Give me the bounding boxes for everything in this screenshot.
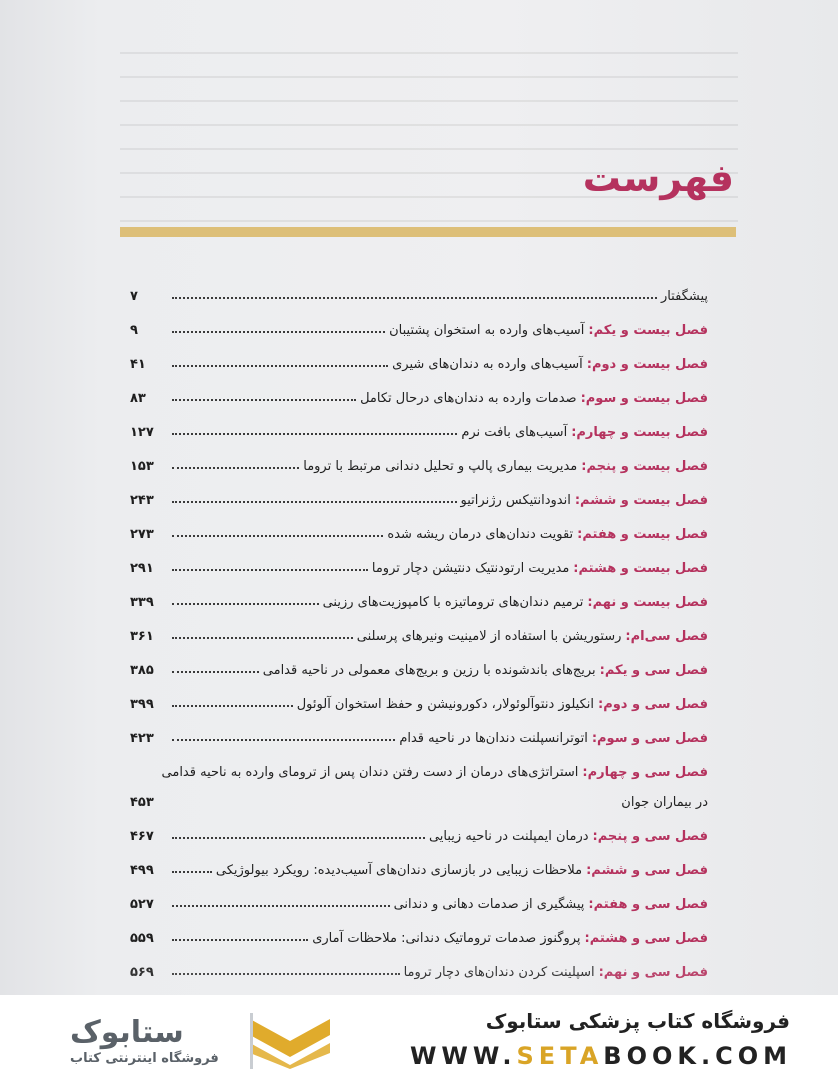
toc-chapter-label: فصل بیست و دوم:: [586, 357, 708, 372]
store-watermark-banner: [0, 995, 838, 1080]
toc-entry-title: ترمیم دندان‌های تروماتیزه با کامپوزیت‌های رزینی: [322, 595, 584, 610]
url-part: WWW.: [409, 1042, 517, 1070]
toc-entry-title-continued: در بیماران جوان: [621, 795, 708, 810]
toc-page-number: ۵۲۷: [130, 897, 154, 912]
toc-entry-title: مدیریت بیماری پالپ و تحلیل دندانی مرتبط با تروما: [303, 459, 578, 474]
toc-chapter-label: فصل سی و یکم:: [599, 663, 708, 678]
toc-chapter-label: فصل بیست و چهارم:: [571, 425, 708, 440]
toc-entry-title: درمان ایمپلنت در ناحیه زیبایی: [428, 829, 589, 844]
toc-entry-title: اسپلینت کردن دندان‌های دچار تروما: [403, 965, 595, 980]
toc-row: [130, 844, 708, 878]
store-logo-wordmark: ستابوک: [70, 1015, 184, 1050]
toc-chapter-label: فصل بیست و نهم:: [587, 595, 708, 610]
toc-page-number: ۲۴۳: [130, 493, 154, 508]
toc-row-continuation: [130, 780, 708, 810]
toc-page-number: ۵۵۹: [130, 931, 154, 946]
toc-entry-title: اتوترانسپلنت دندان‌ها در ناحیه قدام: [399, 731, 588, 746]
toc-chapter-label: فصل سی و نهم:: [598, 965, 708, 980]
dot-leader: [172, 905, 390, 907]
toc-entry-title: آسیب‌های وارده به استخوان پشتیبان: [389, 323, 585, 338]
toc-chapter-label: فصل سی و دوم:: [598, 697, 708, 712]
toc-entry-title: تقویت دندان‌های درمان ریشه شده: [387, 527, 574, 542]
toc-row: [130, 712, 708, 746]
toc-row: [130, 810, 708, 844]
dot-leader: [172, 739, 395, 741]
toc-entry-title: مدیریت ارتودنتیک دنتیشن دچار تروما: [371, 561, 570, 576]
toc-chapter-label: فصل بیست و ششم:: [574, 493, 708, 508]
dot-leader: [172, 637, 353, 639]
dot-leader: [172, 837, 425, 839]
dot-leader: [172, 433, 457, 435]
toc-page-number: ۳۶۱: [130, 629, 154, 644]
toc-page-number: ۳۳۹: [130, 595, 154, 610]
toc-entry-title: ملاحظات زیبایی در بازسازی دندان‌های آسیب‌دیده: رویکرد بیولوژیکی: [215, 863, 583, 878]
toc-page-number: ۸۳: [130, 391, 146, 406]
dot-leader: [172, 705, 293, 707]
dot-leader: [172, 871, 212, 873]
store-logo-tagline: فروشگاه اینترنتی کتاب: [70, 1051, 219, 1066]
toc-page-number: ۳۹۹: [130, 697, 154, 712]
dot-leader: [172, 501, 457, 503]
toc-row: [130, 542, 708, 576]
toc-row: [130, 282, 708, 304]
url-accent-part: SETA: [516, 1042, 604, 1070]
dot-leader: [172, 671, 259, 673]
toc-page-number: ۱۵۳: [130, 459, 154, 474]
page-title: فهرست: [582, 156, 734, 200]
toc-page-number: ۵۶۹: [130, 965, 154, 980]
toc-page-number: ۲۹۱: [130, 561, 154, 576]
toc-chapter-label: فصل سی و هشتم:: [584, 931, 708, 946]
toc-row: [130, 610, 708, 644]
toc-page-number: ۴۲۳: [130, 731, 154, 746]
toc-row: [130, 644, 708, 678]
toc-chapter-label: فصل سی‌ام:: [625, 629, 708, 644]
toc-page-number: ۳۸۵: [130, 663, 154, 678]
toc-chapter-label: فصل سی و سوم:: [591, 731, 708, 746]
toc-row: [130, 440, 708, 474]
toc-page-number: ۱۲۷: [130, 425, 154, 440]
table-of-contents: [130, 282, 708, 980]
dot-leader: [172, 535, 383, 537]
toc-chapter-label: فصل سی و هفتم:: [588, 897, 708, 912]
toc-page-number: ۴۱: [130, 357, 146, 372]
dot-leader: [172, 365, 388, 367]
store-url: [410, 1042, 792, 1070]
toc-chapter-label: فصل بیست و سوم:: [580, 391, 708, 406]
dot-leader: [172, 939, 308, 941]
toc-row: [130, 304, 708, 338]
toc-chapter-label: فصل سی و پنجم:: [592, 829, 708, 844]
toc-page-number: ۴۵۳: [130, 795, 154, 810]
toc-entry-title: انکیلوز دنتوآلوئولار، دکورونیشن و حفظ استخوان آلوئول: [296, 697, 594, 712]
toc-page-number: ۷: [130, 289, 138, 304]
toc-page-number: ۴۶۷: [130, 829, 154, 844]
toc-row: [130, 576, 708, 610]
toc-row: [130, 474, 708, 508]
dot-leader: [172, 331, 385, 333]
store-name: فروشگاه کتاب پزشکی ستابوک: [485, 1009, 790, 1033]
toc-row: [130, 406, 708, 440]
toc-row: [130, 746, 708, 780]
toc-entry-title: اندودانتیکس رژنراتیو: [460, 493, 571, 508]
bleed-through-text: [120, 30, 738, 280]
toc-entry-title: پیشگیری از صدمات دهانی و دندانی: [393, 897, 585, 912]
toc-chapter-label: فصل سی و چهارم:: [582, 765, 708, 780]
dot-leader: [172, 603, 319, 605]
toc-row: [130, 372, 708, 406]
toc-entry-title: صدمات وارده به دندان‌های درحال تکامل: [360, 391, 577, 406]
toc-row: [130, 946, 708, 980]
toc-entry-title: آسیب‌های وارده به دندان‌های شیری: [392, 357, 583, 372]
toc-chapter-label: فصل بیست و هفتم:: [577, 527, 708, 542]
toc-entry-title: استراتژی‌های درمان از دست رفتن دندان پس از ترومای وارده به ناحیه قدامی: [161, 765, 579, 780]
url-part: BOOK.COM: [603, 1042, 792, 1070]
toc-page-number: ۲۷۳: [130, 527, 154, 542]
store-logo-chevron-icon: [250, 1013, 330, 1069]
title-underline-bar: [120, 227, 736, 237]
toc-row: [130, 912, 708, 946]
toc-page-number: ۹: [130, 323, 138, 338]
toc-row: [130, 338, 708, 372]
toc-entry-title: پروگنوز صدمات تروماتیک دندانی: ملاحظات آماری: [312, 931, 581, 946]
toc-entry-title: رستوریشن با استفاده از لامینیت ونیرهای پرسلنی: [356, 629, 622, 644]
toc-chapter-label: فصل بیست و هشتم:: [573, 561, 708, 576]
toc-chapter-label: فصل سی و ششم:: [586, 863, 708, 878]
dot-leader: [172, 399, 356, 401]
toc-row: [130, 508, 708, 542]
toc-entry-title: پیشگفتار: [660, 289, 708, 304]
toc-entry-title: بریج‌های باندشونده با رزین و بریج‌های معمولی در ناحیه قدامی: [262, 663, 596, 678]
dot-leader: [172, 569, 368, 571]
dot-leader: [172, 297, 657, 299]
dot-leader: [172, 467, 299, 469]
toc-entry-title: آسیب‌های بافت نرم: [461, 425, 568, 440]
dot-leader: [172, 973, 400, 975]
toc-chapter-label: فصل بیست و پنجم:: [581, 459, 708, 474]
toc-row: [130, 678, 708, 712]
toc-page-number: ۴۹۹: [130, 863, 154, 878]
toc-chapter-label: فصل بیست و یکم:: [588, 323, 708, 338]
toc-row: [130, 878, 708, 912]
